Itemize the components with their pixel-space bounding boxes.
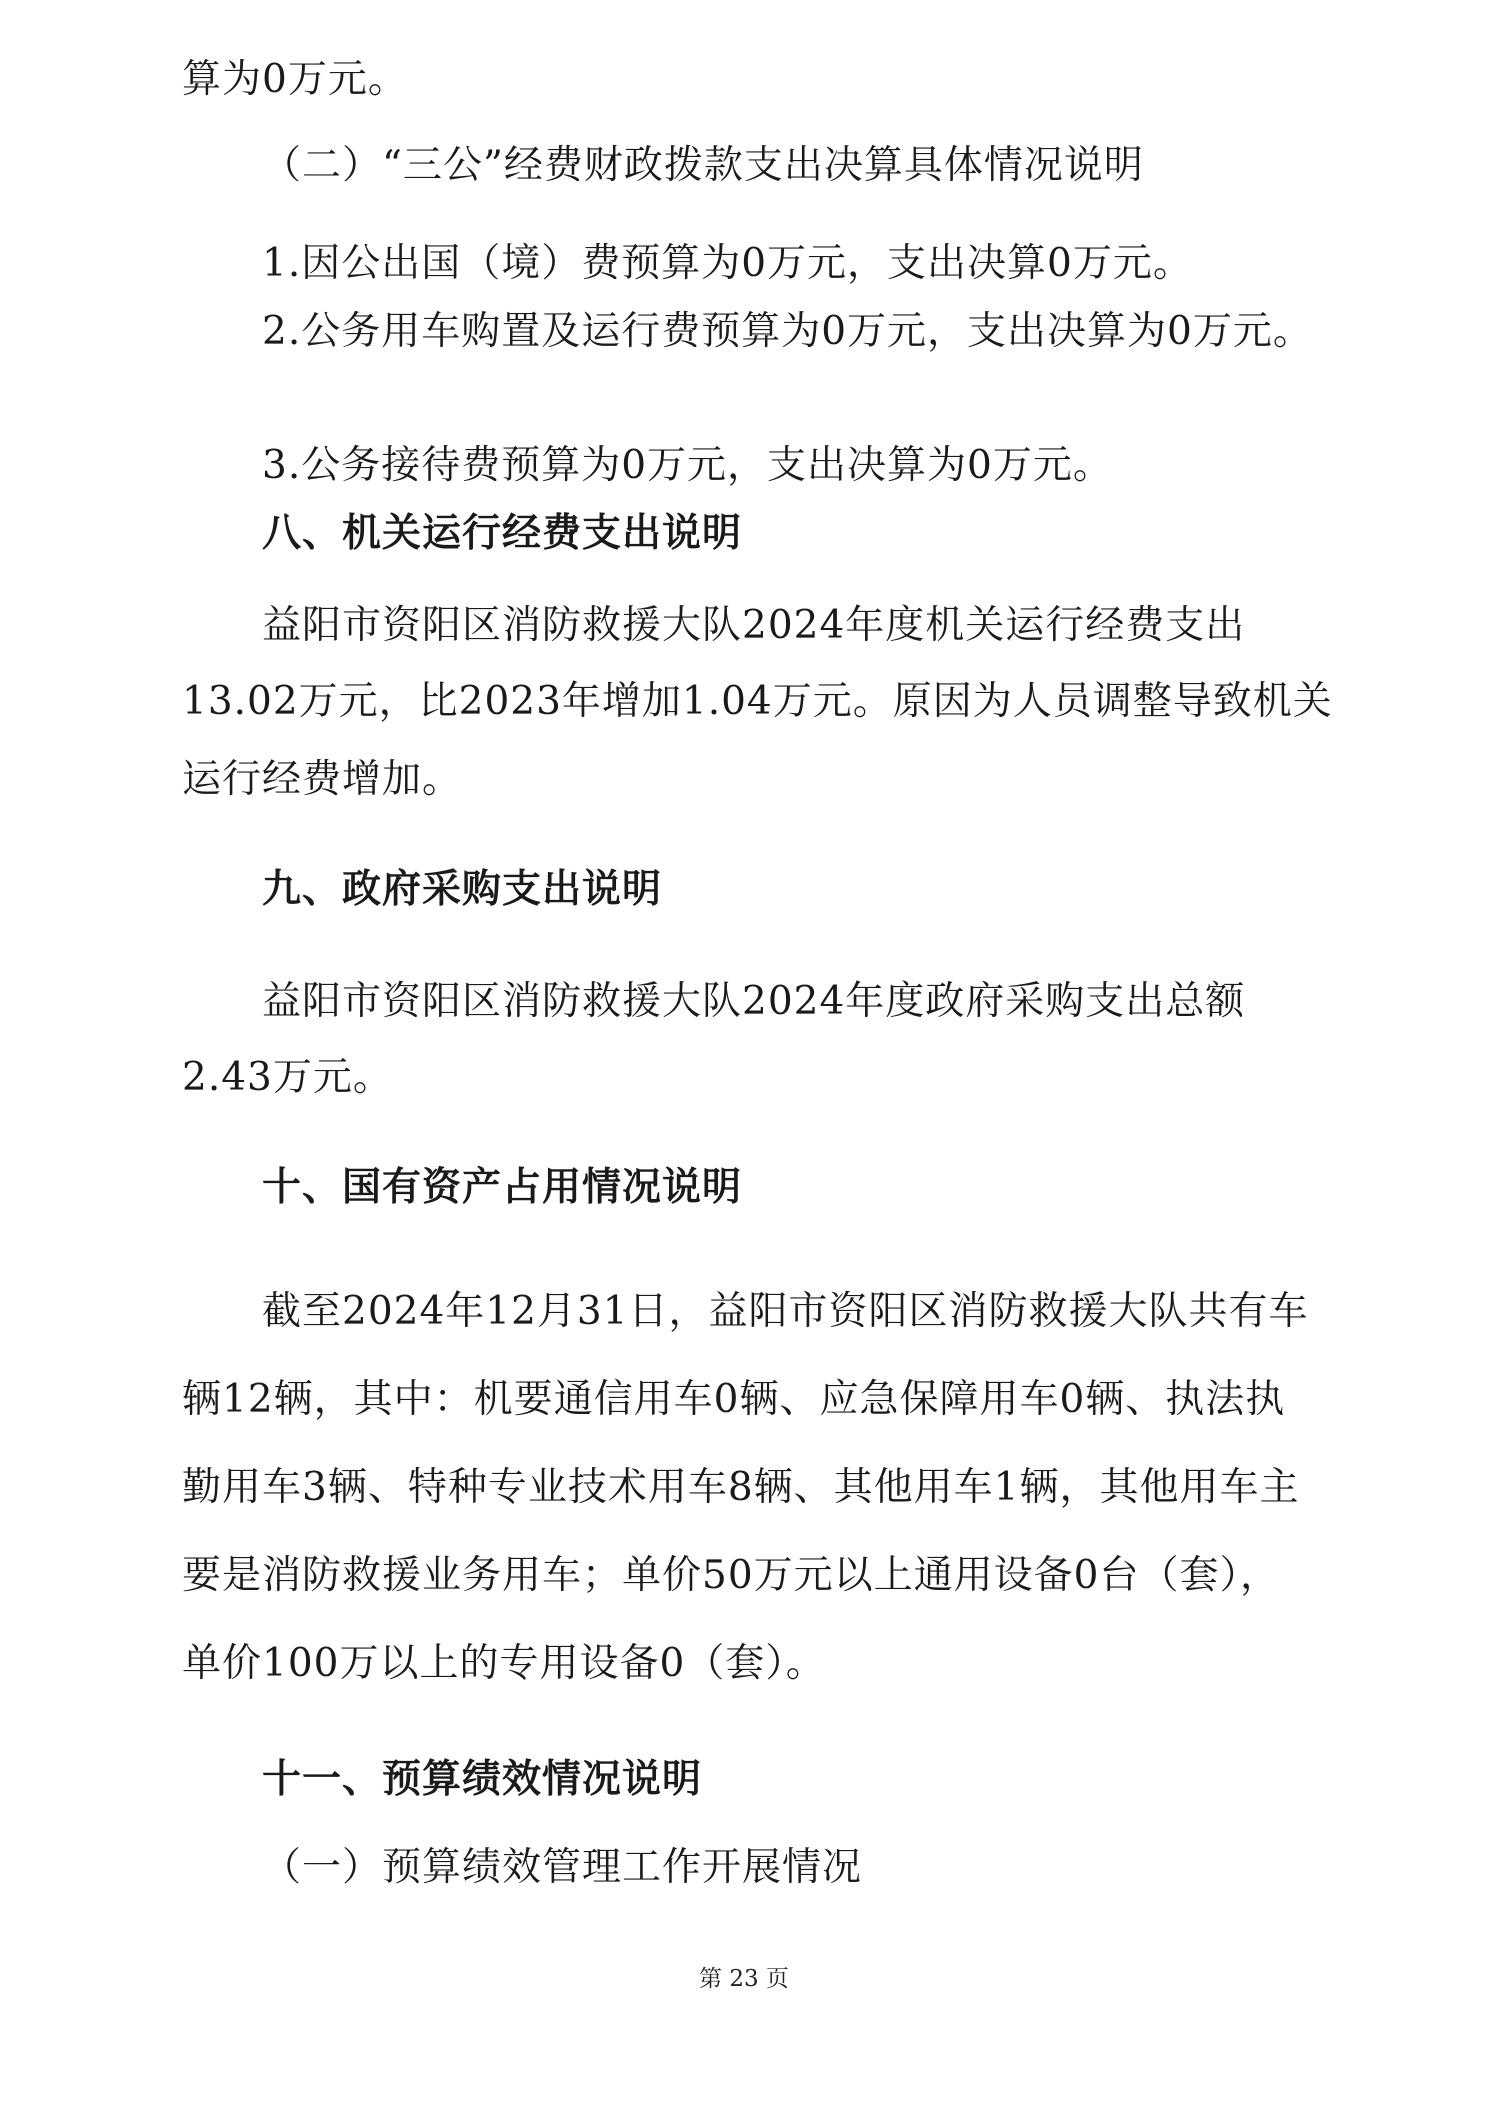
list-item: 2.公务用车购置及运行费预算为0万元，支出决算为0万元。 (262, 309, 1313, 354)
subsection-heading: （一）预算绩效管理工作开展情况 (262, 1845, 863, 1890)
paragraph-line: 勤用车3辆、特种专业技术用车8辆、其他用车1辆，其他用车主 (182, 1465, 1300, 1510)
paragraph-line: 益阳市资阳区消防救援大队2024年度政府采购支出总额 (262, 979, 1246, 1024)
subsection-heading: （二）“三公”经费财政拨款支出决算具体情况说明 (262, 143, 1144, 188)
paragraph-line: 算为0万元。 (182, 57, 408, 102)
paragraph-line: 益阳市资阳区消防救援大队2024年度机关运行经费支出 (262, 603, 1246, 648)
section-heading: 九、政府采购支出说明 (262, 866, 663, 912)
section-heading: 十、国有资产占用情况说明 (262, 1164, 743, 1210)
paragraph-line: 辆12辆，其中：机要通信用车0辆、应急保障用车0辆、执法执 (182, 1377, 1286, 1422)
paragraph-line: 单价100万以上的专用设备0（套）。 (182, 1641, 826, 1686)
paragraph-line: 2.43万元。 (182, 1055, 393, 1100)
section-heading: 十一、预算绩效情况说明 (262, 1756, 703, 1802)
list-item: 1.因公出国（境）费预算为0万元，支出决算0万元。 (262, 241, 1193, 286)
paragraph-line: 截至2024年12月31日，益阳市资阳区消防救援大队共有车 (262, 1289, 1309, 1334)
section-heading: 八、机关运行经费支出说明 (262, 510, 743, 556)
page-number: 第 23 页 (699, 1966, 789, 1992)
paragraph-line: 13.02万元，比2023年增加1.04万元。原因为人员调整导致机关 (182, 679, 1333, 724)
paragraph-line: 运行经费增加。 (182, 757, 463, 802)
paragraph-line: 要是消防救援业务用车；单价50万元以上通用设备0台（套）， (182, 1553, 1280, 1598)
list-item: 3.公务接待费预算为0万元，支出决算为0万元。 (262, 443, 1113, 488)
